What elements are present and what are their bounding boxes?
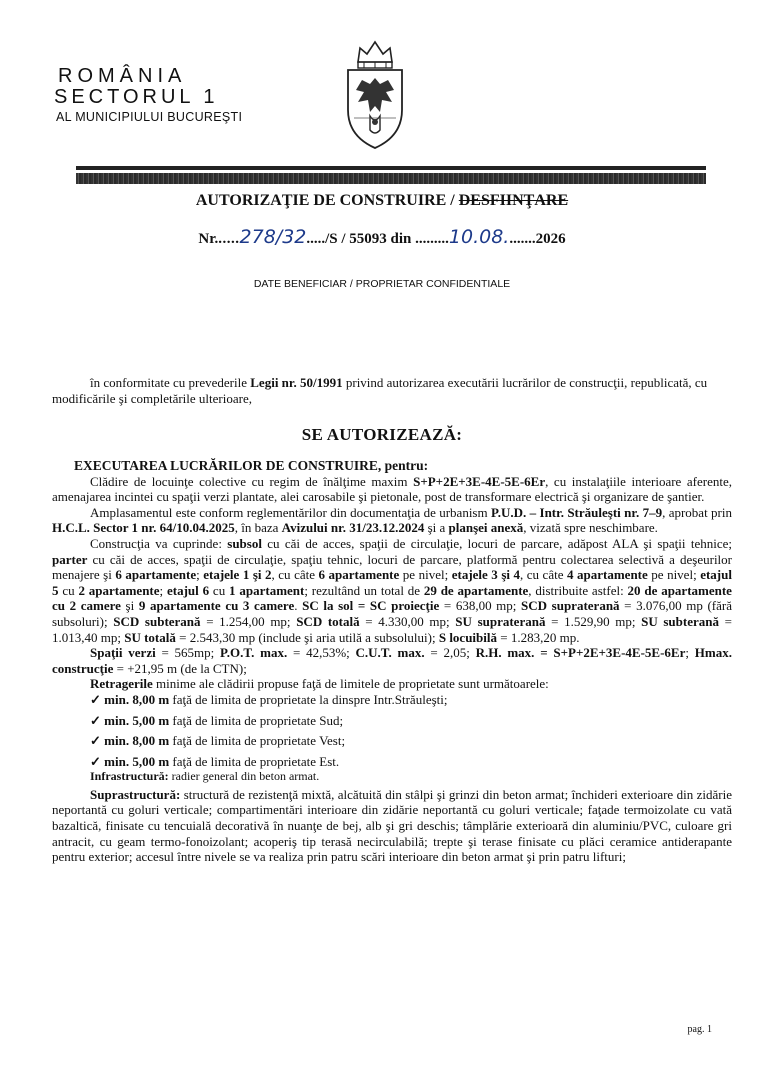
setback-item: ✓ min. 5,00 m faţă de limita de proprietate Sud; [90, 712, 344, 728]
setback-item: ✓ min. 8,00 m faţă de limita de proprietate la dinspre Intr.Străuleşti; [90, 691, 448, 707]
title-struck: DESFIINŢARE [458, 192, 569, 209]
municipality-name: AL MUNICIPIULUI BUCUREŞTI [56, 110, 243, 124]
building-description: Clădire de locuinţe colective cu regim de înălţime maxim S+P+2E+3E-4E-5E-6Er, cu instalaţiile interioare aferente, amenajarea incintei cu spaţii verzi plantate, alei carosabile şi pietonale, post de transformare electrică şi organizare de şantier. [52, 473, 732, 505]
legal-basis-paragraph: în conformitate cu prevederile Legii nr. 50/1991 privind autorizarea executării lucrărilor de construcţii, republicată, cu modificările şi completările ulterioare, [52, 375, 708, 406]
confidential-note: DATE BENEFICIAR / PROPRIETAR CONFIDENTIALE [253, 278, 511, 290]
date-handwritten: 10.08. [448, 226, 510, 248]
coat-of-arms-icon [340, 32, 410, 152]
authorization-heading: SE AUTORIZEAZĂ: [301, 425, 463, 444]
header-rule-decorative [76, 173, 706, 184]
setback-item: ✓ min. 5,00 m faţă de limita de proprietate Est. [90, 753, 340, 769]
header-rule [76, 166, 706, 170]
document-number: Nr......278/32...../S / 55093 din .........10.08........2026 [198, 226, 566, 248]
works-heading: EXECUTAREA LUCRĂRILOR DE CONSTRUIRE, pentru: [74, 458, 429, 473]
checkmark-icon: ✓ [90, 712, 105, 728]
checkmark-icon: ✓ [90, 753, 105, 769]
nr-handwritten: 278/32 [239, 226, 307, 248]
construction-contents: Construcţia va cuprinde: subsol cu căi de acces, spaţii de circulaţie, locuri de parcare, adăpost ALA şi spaţii tehnice; parter cu căi de acces, spaţii de circulaţie, spaţiu tehnic, locuri de parcare, platformă pentru colectarea selectivă a deşeurilor menajere şi 6 apartamente; etajele 1 şi 2, cu câte 6 apartamente pe nivel; etajele 3 şi 4, cu câte 4 apartamente pe nivel; etajul 5 cu 2 apartamente; etajul 6 cu 1 apartament; rezultând un total de 29 de apartamente, distribuite astfel: 20 de apartamente cu 2 camere şi 9 apartamente cu 3 camere. SC la sol = SC proiecţie = 638,00 mp; SCD supraterană = 3.076,00 mp (fără subsoluri); SCD subterană = 1.254,00 mp; SCD totală = 4.330,00 mp; SU supraterană = 1.529,90 mp; SU subterană = 1.013,40 mp; SU totală = 2.543,30 mp (include şi aria utilă a subsolului); S locuibilă = 1.283,20 mp. [52, 535, 732, 645]
page-number: pag. 1 [687, 1024, 712, 1035]
checkmark-icon: ✓ [90, 691, 105, 707]
infrastructure-paragraph: Infrastructură: radier general din beton armat. [90, 769, 320, 784]
urban-indicators: Spaţii verzi = 565mp; P.O.T. max. = 42,53%; C.U.T. max. = 2,05; R.H. max. = S+P+2E+3E-4E-5E-6Er; Hmax. construcţie = +21,95 m (de la CTN); [52, 645, 732, 676]
title-main: AUTORIZAŢIE DE CONSTRUIRE / [195, 192, 459, 209]
country-name: ROMÂNIA [58, 65, 187, 87]
setback-item: ✓ min. 8,00 m faţă de limita de proprietate Vest; [90, 733, 346, 749]
superstructure-paragraph: Suprastructură: structură de rezistenţă mixtă, alcătuită din stâlpi şi grinzi din beton armat; închideri exterioare din zidărie neportantă cu goluri verticale; compartimentări interioare din zidărie neportantă cu goluri verticale; faţade termoizolate cu vată bazaltică, finisate cu tencuială decorativă în nuanţe de bej, alb şi gri deschis; tâmplărie exterioară din aluminiu/PVC, culoare gri antracit, cu geam termo-fonoizolant; acoperiş tip terasă necirculabilă; trepte şi terase finisate cu plăci ceramice antiderapante pentru exterior; accesul între nivele se va realiza prin patru scări interioare din beton armat şi prin patru lifturi; [52, 786, 732, 865]
document-title [0, 192, 764, 210]
sector-name: SECTORUL 1 [54, 86, 219, 108]
nr-middle: /S / 55093 din [325, 231, 416, 247]
checkmark-icon: ✓ [90, 733, 105, 749]
urbanism-paragraph: Amplasamentul este conform reglementărilor din documentaţia de urbanism P.U.D. – Intr. Străuleşti nr. 7–9, aprobat prin H.C.L. Sector 1 nr. 64/10.04.2025, în baza Avizului nr. 31/23.12.2024 şi a planşei anexă, vizată spre neschimbare. [52, 504, 732, 536]
setbacks-heading: Retragerile minime ale clădirii propuse faţă de limitele de proprietate sunt următoarele: [90, 676, 549, 692]
nr-prefix: Nr. [198, 231, 219, 247]
nr-year: 2026 [535, 231, 566, 247]
document-body [52, 458, 732, 865]
